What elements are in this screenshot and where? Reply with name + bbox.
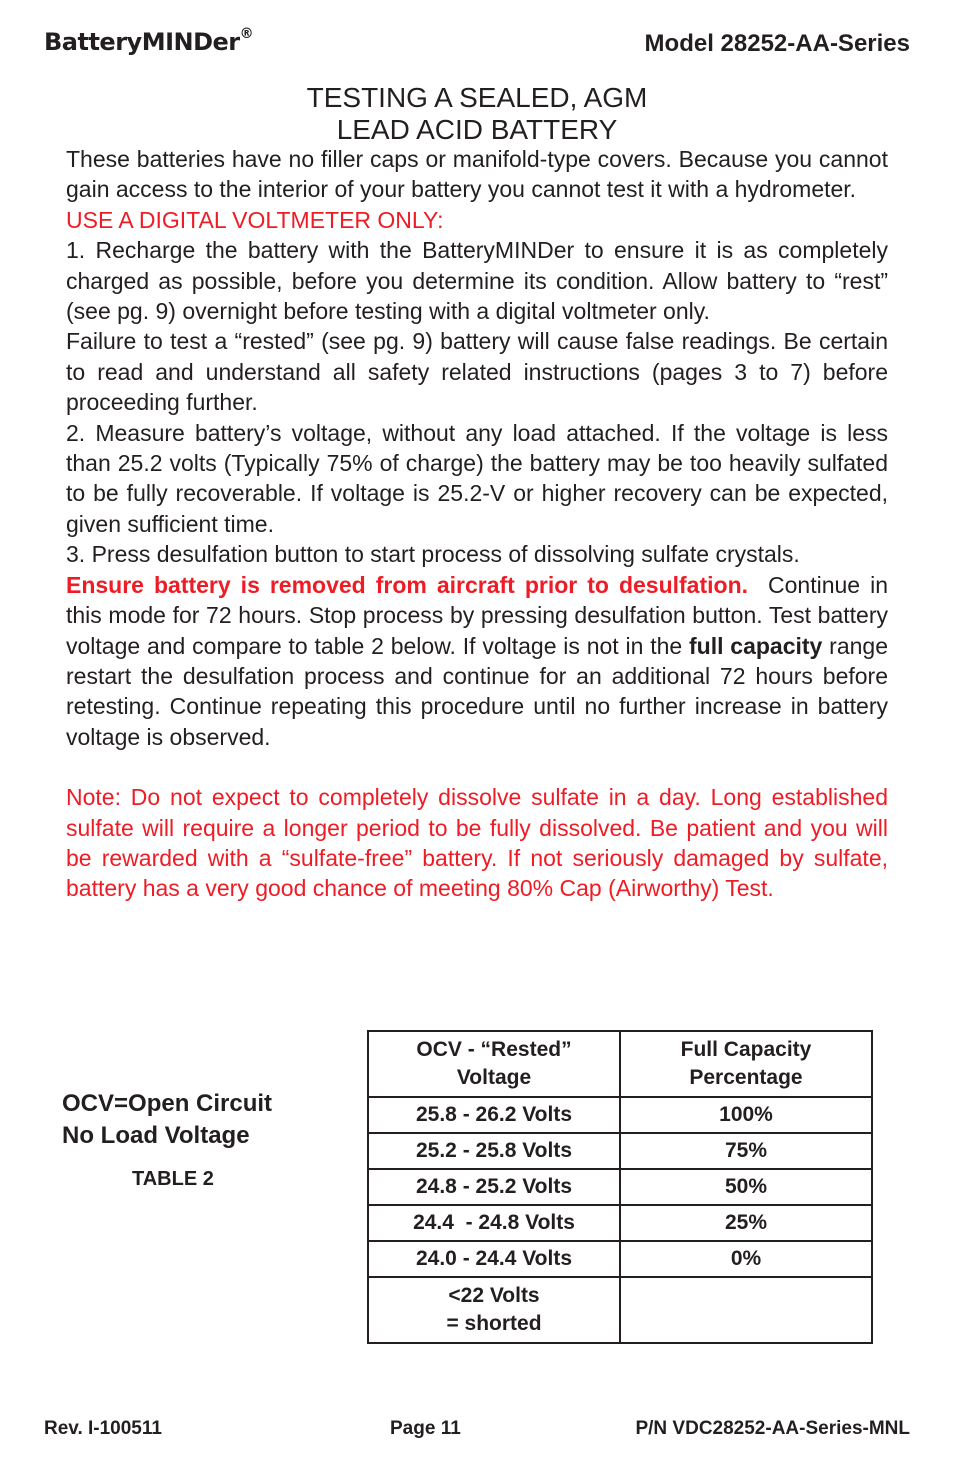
body-text xyxy=(66,144,888,904)
table-row xyxy=(368,1097,872,1133)
shorted-voltage-cell xyxy=(368,1277,620,1343)
voltage-capacity-table xyxy=(367,1030,873,1344)
part-number: P/N VDC28252-AA-Series-MNL xyxy=(635,1418,910,1439)
table-row xyxy=(368,1205,872,1241)
full-capacity-emphasis: full capacity xyxy=(689,632,823,659)
table-header-row xyxy=(368,1031,872,1097)
header-voltage xyxy=(368,1031,620,1097)
desulfation-warning: Ensure battery is removed from aircraft prior to desulfation. xyxy=(66,571,749,598)
note-paragraph: Note: Do not expect to completely dissolve sulfate in a day. Long established sulfate will require a longer period to be fully dissolved. Be patient and you will be rewarded with a “sulfate-free” battery. If not seriously damaged by sulfate, battery has a very good chance of meeting 80% Cap (Airworthy) Test. xyxy=(66,784,888,902)
voltage-cell: 25.8 - 26.2 Volts xyxy=(368,1097,620,1133)
percent-cell: 0% xyxy=(620,1241,872,1277)
intro-paragraph: These batteries have no filler caps or manifold-type covers. Because you cannot gain access to the interior of your battery you cannot test it with a hydrometer. xyxy=(66,146,888,203)
ocv-definition-line-2: No Load Voltage xyxy=(62,1122,250,1149)
header-capacity-line-2: Percentage xyxy=(689,1066,803,1089)
header-voltage-line-1: OCV - “Rested” xyxy=(416,1038,572,1061)
brand-name: BatteryMINDer xyxy=(44,28,240,56)
ocv-definition xyxy=(62,1088,272,1152)
shorted-percent-cell xyxy=(620,1277,872,1343)
voltage-cell: 24.8 - 25.2 Volts xyxy=(368,1169,620,1205)
percent-cell: 75% xyxy=(620,1133,872,1169)
page-number: Page 11 xyxy=(390,1418,461,1439)
step-3-text-b: range restart the desulfation process and continue for an additional 72 hours before retesting. Continue repeating this procedure until no further increase in battery voltage is observed. xyxy=(66,632,888,750)
step-1-note: Failure to test a “rested” (see pg. 9) battery will cause false readings. Be certain to read and understand all safety related instructions (pages 3 to 7) before proceeding further. xyxy=(66,328,888,416)
title-line-2: LEAD ACID BATTERY xyxy=(336,114,618,145)
step-2: 2. Measure battery’s voltage, without any load attached. If the voltage is less than 25.2 volts (Typically 75% of charge) the battery may be too heavily sulfated to be fully recoverable. If voltage is 25.2-V or higher recovery can be expected, given sufficient time. xyxy=(66,419,888,537)
shorted-line-1: <22 Volts xyxy=(448,1284,540,1307)
table-row-shorted xyxy=(368,1277,872,1343)
brand-logo xyxy=(44,28,253,56)
registered-mark: ® xyxy=(239,26,254,42)
voltmeter-warning: USE A DIGITAL VOLTMETER ONLY: xyxy=(66,206,444,233)
table-row xyxy=(368,1133,872,1169)
page-header xyxy=(44,28,910,62)
page-title xyxy=(0,82,954,146)
shorted-line-2: = shorted xyxy=(446,1312,542,1335)
page-footer xyxy=(44,1418,910,1442)
header-capacity xyxy=(620,1031,872,1097)
step-3-text-a: Continue in this mode for 72 hours. Stop process by pressing desulfation button. Test battery voltage and compare to table 2 below. If voltage is not in the xyxy=(66,571,889,659)
header-capacity-line-1: Full Capacity xyxy=(680,1038,812,1061)
table-row xyxy=(368,1169,872,1205)
model-number: Model 28252-AA-Series xyxy=(644,30,910,57)
voltage-cell: 25.2 - 25.8 Volts xyxy=(368,1133,620,1169)
percent-cell: 25% xyxy=(620,1205,872,1241)
percent-cell: 50% xyxy=(620,1169,872,1205)
step-3-continued xyxy=(66,570,888,752)
voltage-cell: 24.0 - 24.4 Volts xyxy=(368,1241,620,1277)
header-voltage-line-2: Voltage xyxy=(456,1066,532,1089)
step-3: 3. Press desulfation button to start process of dissolving sulfate crystals. xyxy=(66,541,800,568)
voltage-cell: 24.4 - 24.8 Volts xyxy=(368,1205,620,1241)
table-row xyxy=(368,1241,872,1277)
percent-cell: 100% xyxy=(620,1097,872,1133)
table-label: TABLE 2 xyxy=(132,1168,214,1190)
ocv-definition-line-1: OCV=Open Circuit xyxy=(62,1090,273,1117)
step-1: 1. Recharge the battery with the BatteryMINDer to ensure it is as completely charged as possible, before you determine its condition. Allow battery to “rest” (see pg. 9) overnight before testing with a digital voltmeter only. xyxy=(66,237,888,325)
title-line-1: TESTING A SEALED, AGM xyxy=(306,82,648,113)
revision: Rev. I-100511 xyxy=(44,1418,162,1439)
paragraph-gap xyxy=(66,752,888,782)
